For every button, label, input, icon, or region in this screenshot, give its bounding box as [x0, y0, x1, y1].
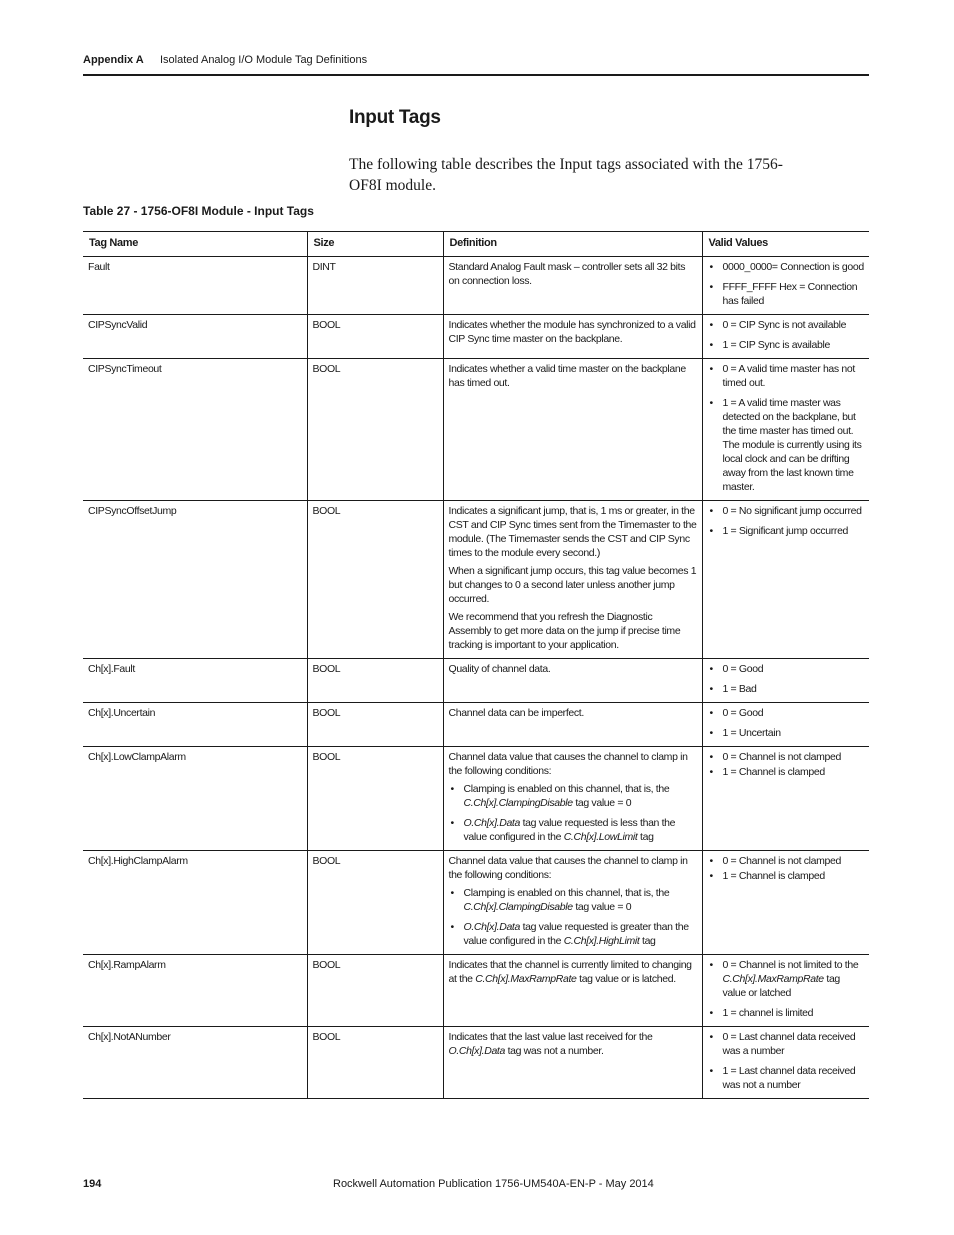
- definition-cell: [443, 747, 702, 851]
- valid-value-item: • 0000_0000= Connection is good: [708, 260, 865, 274]
- page-header: [83, 53, 869, 67]
- header-title: Isolated Analog I/O Module Tag Definitions: [160, 54, 368, 66]
- tag-reference: O.Ch[x].Data: [463, 921, 520, 933]
- size-cell: BOOL: [307, 851, 443, 955]
- table-row: [83, 703, 869, 747]
- table-body: [83, 257, 869, 1099]
- table-row: [83, 1027, 869, 1099]
- valid-values-list: [708, 750, 865, 779]
- section-title: Input Tags: [349, 107, 441, 128]
- tag-name-cell: CIPSyncTimeout: [83, 359, 307, 501]
- valid-value-item: • 1 = Channel is clamped: [708, 869, 865, 883]
- valid-values-list: [708, 504, 865, 538]
- intro-paragraph: The following table describes the Input tags associated with the 1756-OF8I module.: [349, 156, 783, 194]
- definition-cell: [443, 501, 702, 659]
- tag-reference: C.Ch[x].ClampingDisable: [463, 901, 573, 913]
- definition-cell: [443, 1027, 702, 1099]
- definition-list-item: • O.Ch[x].Data tag value requested is less than the value configured in the C.Ch[x].LowLimit tag: [449, 816, 697, 844]
- definition-paragraph: Channel data can be imperfect.: [448, 707, 584, 719]
- valid-value-item: • 0 = A valid time master has not timed out.: [708, 362, 865, 390]
- header-rule: [83, 74, 869, 76]
- table-caption: Table 27 - 1756-OF8I Module - Input Tags: [83, 204, 314, 218]
- definition-paragraph: Indicates that the last value last received for the O.Ch[x].Data tag was not a number.: [448, 1031, 653, 1057]
- tag-name-cell: CIPSyncValid: [83, 315, 307, 359]
- valid-value-item: • FFFF_FFFF Hex = Connection has failed: [708, 280, 865, 308]
- valid-value-item: • 1 = Channel is clamped: [708, 765, 865, 779]
- size-cell: BOOL: [307, 501, 443, 659]
- table-row: [83, 257, 869, 315]
- valid-values-list: [708, 662, 865, 696]
- tag-name-cell: Ch[x].RampAlarm: [83, 955, 307, 1027]
- definition-list-item: • Clamping is enabled on this channel, that is, the C.Ch[x].ClampingDisable tag value = 0: [449, 886, 697, 914]
- definition-list: [449, 886, 697, 948]
- valid-values-list: [708, 958, 865, 1020]
- appendix-label: Appendix A: [83, 54, 144, 66]
- definition-cell: [443, 359, 702, 501]
- definition-paragraph: Indicates a significant jump, that is, 1 ms or greater, in the CST and CIP Sync times sent from the Timemaster to the module. (The Timemaster sends the CST and CIP Sync times to the module every second.): [448, 505, 697, 559]
- valid-value-item: • 0 = Good: [708, 662, 865, 676]
- valid-value-item: • 1 = Last channel data received was not a number: [708, 1064, 865, 1092]
- size-cell: BOOL: [307, 703, 443, 747]
- tag-name-cell: Ch[x].Fault: [83, 659, 307, 703]
- valid-values-cell: [702, 747, 869, 851]
- valid-values-list: [708, 260, 865, 308]
- table-row: [83, 315, 869, 359]
- input-tags-table: [83, 231, 869, 1099]
- valid-value-item: • 0 = Channel is not clamped: [708, 854, 865, 868]
- definition-paragraph: Indicates whether a valid time master on the backplane has timed out.: [448, 363, 686, 389]
- valid-values-cell: [702, 1027, 869, 1099]
- definition-paragraph: When a significant jump occurs, this tag value becomes 1 but changes to 0 a second later unless another jump occurred.: [448, 565, 697, 605]
- definition-list-item: • Clamping is enabled on this channel, that is, the C.Ch[x].ClampingDisable tag value = 0: [449, 782, 697, 810]
- table-row: [83, 501, 869, 659]
- size-cell: BOOL: [307, 1027, 443, 1099]
- definition-list-item: • O.Ch[x].Data tag value requested is greater than the value configured in the C.Ch[x].HighLimit tag: [449, 920, 697, 948]
- valid-value-item: • 1 = Uncertain: [708, 726, 865, 740]
- definition-cell: [443, 703, 702, 747]
- tag-name-cell: Ch[x].LowClampAlarm: [83, 747, 307, 851]
- tag-reference: O.Ch[x].Data: [448, 1045, 505, 1057]
- table-row: [83, 851, 869, 955]
- tag-name-cell: Fault: [83, 257, 307, 315]
- tag-reference: O.Ch[x].Data: [463, 817, 520, 829]
- tag-reference: C.Ch[x].HighLimit: [563, 935, 640, 947]
- valid-value-item: • 1 = CIP Sync is available: [708, 338, 865, 352]
- valid-values-cell: [702, 501, 869, 659]
- valid-values-cell: [702, 851, 869, 955]
- table-header-row: [83, 232, 869, 257]
- definition-paragraph: Channel data value that causes the channel to clamp in the following conditions:: [448, 751, 688, 777]
- table-row: [83, 747, 869, 851]
- valid-values-list: [708, 854, 865, 883]
- column-header-definition: Definition: [443, 232, 702, 257]
- definition-cell: [443, 851, 702, 955]
- definition-paragraph: Standard Analog Fault mask – controller sets all 32 bits on connection loss.: [448, 261, 686, 287]
- size-cell: BOOL: [307, 315, 443, 359]
- definition-paragraph: Channel data value that causes the channel to clamp in the following conditions:: [448, 855, 688, 881]
- valid-value-item: • 0 = Channel is not clamped: [708, 750, 865, 764]
- valid-values-cell: [702, 257, 869, 315]
- valid-value-item: • 1 = A valid time master was detected on the backplane, but the time master has timed out. The module is currently using its local clock and can be drifting away from the last known time master.: [708, 396, 865, 494]
- column-header-valid-values: Valid Values: [702, 232, 869, 257]
- valid-value-item: • 0 = CIP Sync is not available: [708, 318, 865, 332]
- valid-value-item: • 1 = Bad: [708, 682, 865, 696]
- definition-list: [449, 782, 697, 844]
- valid-values-list: [708, 1030, 865, 1092]
- valid-value-item: • 1 = Significant jump occurred: [708, 524, 865, 538]
- column-header-tag-name: Tag Name: [83, 232, 307, 257]
- valid-values-cell: [702, 955, 869, 1027]
- valid-values-cell: [702, 315, 869, 359]
- valid-value-item: • 0 = Good: [708, 706, 865, 720]
- table-row: [83, 659, 869, 703]
- page-number: 194: [83, 1178, 102, 1190]
- valid-value-item: • 1 = channel is limited: [708, 1006, 865, 1020]
- tag-reference: C.Ch[x].LowLimit: [563, 831, 638, 843]
- tag-name-cell: CIPSyncOffsetJump: [83, 501, 307, 659]
- tag-reference: C.Ch[x].ClampingDisable: [463, 797, 573, 809]
- table-row: [83, 955, 869, 1027]
- valid-values-list: [708, 318, 865, 352]
- size-cell: BOOL: [307, 359, 443, 501]
- definition-paragraph: We recommend that you refresh the Diagnostic Assembly to get more data on the jump if precise time tracking is important to your application.: [448, 611, 681, 651]
- tag-reference: C.Ch[x].MaxRampRate: [475, 973, 577, 985]
- valid-values-list: [708, 706, 865, 740]
- size-cell: BOOL: [307, 747, 443, 851]
- valid-values-list: [708, 362, 865, 494]
- definition-paragraph: Indicates that the channel is currently limited to changing at the C.Ch[x].MaxRampRate tag value or is latched.: [448, 959, 692, 985]
- definition-cell: [443, 955, 702, 1027]
- definition-cell: [443, 315, 702, 359]
- column-header-size: Size: [307, 232, 443, 257]
- table-row: [83, 359, 869, 501]
- definition-paragraph: Indicates whether the module has synchronized to a valid CIP Sync time master on the backplane.: [448, 319, 696, 345]
- valid-value-item: • 0 = Channel is not limited to the C.Ch[x].MaxRampRate tag value or latched: [708, 958, 865, 1000]
- valid-values-cell: [702, 659, 869, 703]
- valid-value-item: • 0 = Last channel data received was a number: [708, 1030, 865, 1058]
- valid-values-cell: [702, 359, 869, 501]
- publication-info: Rockwell Automation Publication 1756-UM540A-EN-P - May 2014: [333, 1178, 654, 1190]
- size-cell: BOOL: [307, 955, 443, 1027]
- tag-name-cell: Ch[x].HighClampAlarm: [83, 851, 307, 955]
- valid-values-cell: [702, 703, 869, 747]
- definition-cell: [443, 257, 702, 315]
- size-cell: BOOL: [307, 659, 443, 703]
- valid-value-item: • 0 = No significant jump occurred: [708, 504, 865, 518]
- size-cell: DINT: [307, 257, 443, 315]
- tag-name-cell: Ch[x].NotANumber: [83, 1027, 307, 1099]
- definition-cell: [443, 659, 702, 703]
- definition-paragraph: Quality of channel data.: [448, 663, 551, 675]
- tag-reference: C.Ch[x].MaxRampRate: [722, 973, 824, 985]
- tag-name-cell: Ch[x].Uncertain: [83, 703, 307, 747]
